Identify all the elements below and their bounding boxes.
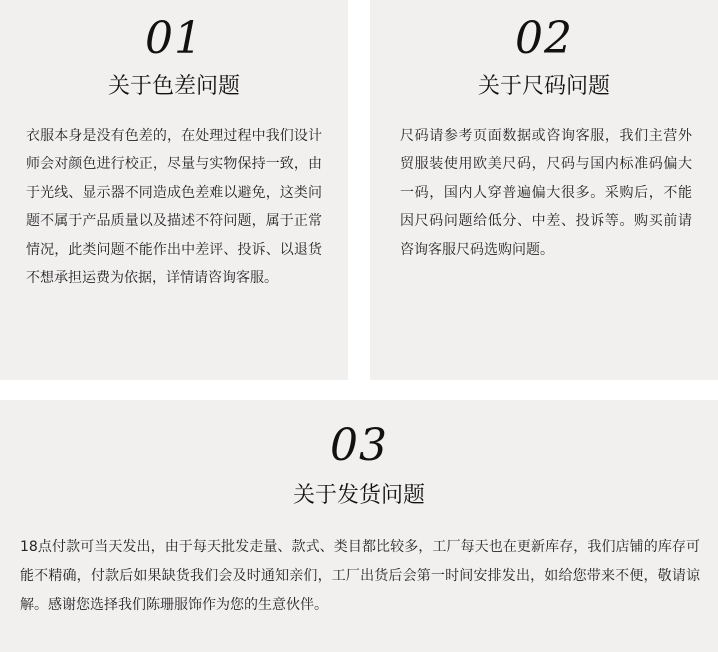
- section-number: 01: [145, 13, 203, 64]
- section-text: 尺码请参考页面数据或咨询客服，我们主营外贸服装使用欧美尺码，尺码与国内标准码偏大一码，国内人穿普遍偏大很多。采购后，不能因尺码问题给低分、中差、投诉等。购买前请咨询客服尺码选购问题。: [400, 128, 692, 258]
- section-title: 关于色差问题: [107, 74, 240, 99]
- section-title: 关于发货问题: [292, 483, 425, 508]
- size-card: [370, 0, 718, 380]
- section-text: 18点付款可当天发出，由于每天批发走量、款式、类目都比较多，工厂每天也在更新库存，我们店铺的库存可能不精确，付款后如果缺货我们会及时通知亲们，工厂出货后会第一时间安排发出，如给您带来不便，敬请谅解。感谢您选择我们陈珊服饰作为您的生意伙伴。: [20, 539, 700, 613]
- shipping-card: [0, 400, 718, 652]
- section-text: 衣服本身是没有色差的，在处理过程中我们设计师会对颜色进行校正，尽量与实物保持一致，由于光线、显示器不同造成色差难以避免，这类问题不属于产品质量以及描述不符问题，属于正常情况，此类问题不能作出中差评、投诉、以退货不想承担运费为依据，详情请咨询客服。: [26, 128, 322, 287]
- section-number: 02: [515, 13, 573, 64]
- section-number: 03: [330, 420, 388, 471]
- color-difference-card: [0, 0, 348, 380]
- section-title: 关于尺码问题: [477, 74, 610, 99]
